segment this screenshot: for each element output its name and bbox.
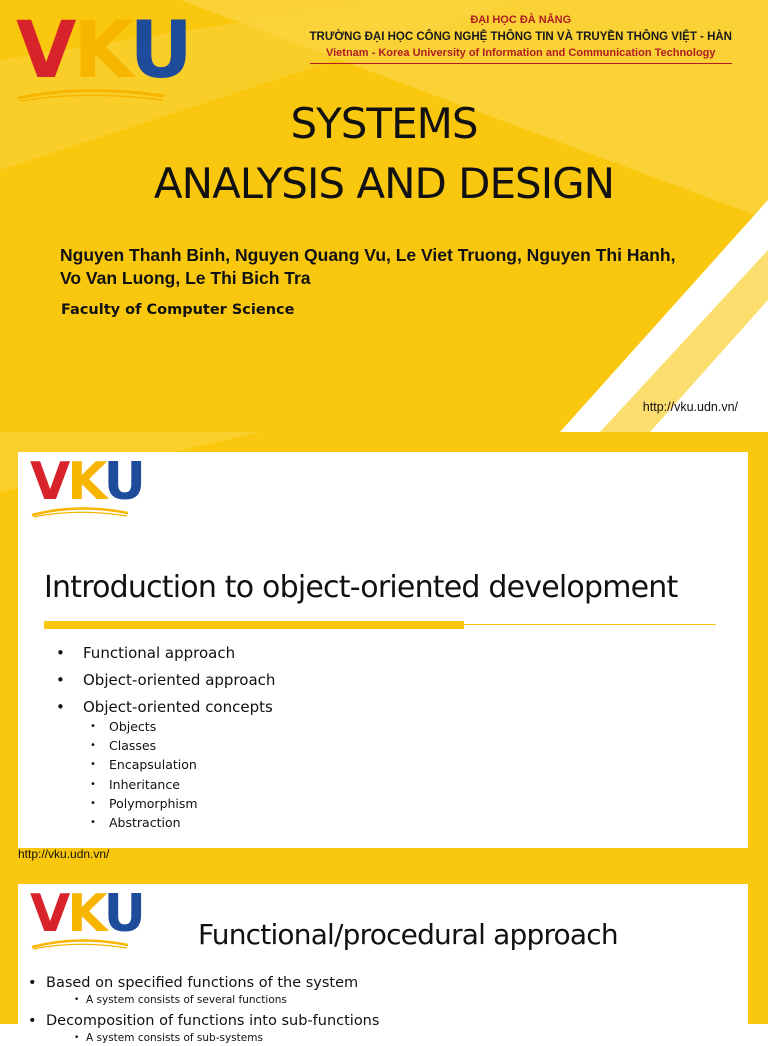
logo-letter-k: K [73, 6, 130, 96]
title-underline-accent [44, 621, 464, 629]
vku-logo [30, 884, 143, 950]
university-parent-name: ĐẠI HỌC ĐÀ NẴNG [470, 14, 572, 26]
slide-title: Introduction to object-oriented development [44, 570, 678, 605]
list-item: • Classes [90, 737, 198, 756]
list-item: • Inheritance [90, 776, 198, 795]
logo-letter-v: V [16, 6, 74, 96]
vku-logo [30, 452, 143, 518]
main-bullet-list [28, 974, 379, 1046]
sub-list-item: • A system consists of sub-systems [46, 1030, 379, 1046]
title-slide [0, 0, 768, 432]
slide-content-card [18, 452, 748, 848]
logo-letter-v: V [30, 884, 68, 944]
faculty: Faculty of Computer Science [61, 302, 295, 318]
logo-letter-u: U [129, 6, 190, 96]
logo-letter-v: V [30, 452, 68, 512]
list-item: • Functional approach [56, 642, 275, 669]
slide-title-line1: SYSTEMS [290, 99, 478, 148]
vku-logo [16, 6, 190, 102]
list-item: • Object-oriented concepts [56, 696, 275, 723]
university-name-english: Vietnam - Korea University of Information and Communication Technology [310, 47, 733, 64]
website-url: http://vku.udn.vn/ [642, 400, 738, 414]
authors: Nguyen Thanh Binh, Nguyen Quang Vu, Le Viet Truong, Nguyen Thi Hanh, Vo Van Luong, Le Thi Bich Tra [60, 245, 676, 288]
slide-title: Functional/procedural approach [198, 918, 618, 951]
list-item-text: Based on specified functions of the system [46, 975, 359, 991]
list-item [28, 1012, 379, 1046]
content-slide-intro [0, 432, 768, 864]
logo-letter-u: U [103, 452, 143, 512]
list-item: • Polymorphism [90, 795, 198, 814]
list-item: • Object-oriented approach [56, 669, 275, 696]
logo-letter-u: U [103, 884, 143, 944]
sub-bullet-list [90, 718, 198, 833]
website-url: http://vku.udn.vn/ [18, 847, 110, 861]
slide-title-line2: ANALYSIS AND DESIGN [153, 159, 615, 208]
university-name-vietnamese: TRƯỜNG ĐẠI HỌC CÔNG NGHỆ THÔNG TIN VÀ TRUYỀN THÔNG VIỆT - HÀN [309, 31, 732, 43]
logo-letter-k: K [67, 452, 104, 512]
main-bullet-list [56, 642, 275, 723]
list-item: • Abstraction [90, 814, 198, 833]
list-item [28, 974, 379, 1008]
university-header [310, 14, 733, 64]
list-item-text: Decomposition of functions into sub-functions [46, 1013, 380, 1029]
list-item: • Encapsulation [90, 756, 198, 775]
logo-letter-k: K [67, 884, 104, 944]
list-item: • Objects [90, 718, 198, 737]
sub-list-item: • A system consists of several functions [46, 992, 379, 1008]
slide-content-card [18, 884, 748, 1044]
content-slide-functional [0, 864, 768, 1044]
